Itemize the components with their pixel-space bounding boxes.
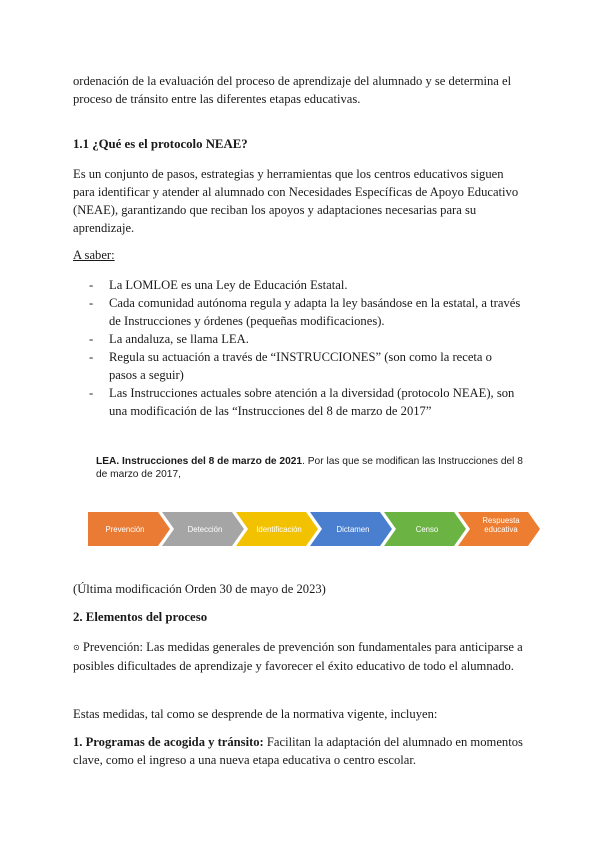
process-figure [88, 455, 548, 555]
prevencion-paragraph [73, 638, 523, 675]
figure-caption [96, 455, 526, 481]
dash-marker: - [89, 332, 94, 346]
process-step-label: Detección [187, 525, 223, 534]
list-item-text: Las Instrucciones actuales sobre atención a la diversidad (protocolo NEAE), son una modificación de las “Instrucciones del 8 de marzo de 2017” [109, 386, 515, 418]
process-step-label: Identificación [256, 525, 302, 534]
list-item [73, 276, 523, 294]
process-step-label: Prevención [105, 525, 145, 534]
dash-marker: - [89, 296, 94, 310]
dash-marker: - [89, 350, 94, 364]
section-2-heading: 2. Elementos del proceso [73, 610, 208, 624]
figure-caption-bold: LEA. Instrucciones del 8 de marzo de 2021 [96, 456, 303, 467]
list-item-text: La LOMLOE es una Ley de Educación Estatal. [109, 278, 348, 292]
process-step-label: Respuesta [482, 516, 520, 525]
bullet-icon: ⊙ [73, 643, 80, 652]
dash-marker: - [89, 278, 94, 292]
process-step-label: Censo [415, 525, 439, 534]
list-item [73, 348, 523, 384]
dash-marker: - [89, 386, 94, 400]
list-item-text: Cada comunidad autónoma regula y adapta la ley basándose en la estatal, a través de Instrucciones y órdenes (pequeñas modificaciones). [109, 296, 521, 328]
list-item-text: Regula su actuación a través de “INSTRUCCIONES” (son como la receta o pasos a seguir) [109, 350, 492, 382]
process-flow-diagram [88, 512, 548, 546]
list-item [73, 384, 523, 420]
prevencion-text: Prevención: Las medidas generales de prevención son fundamentales para anticiparse a posibles dificultades de aprendizaje y favorecer el éxito educativo de todo el alumnado. [73, 640, 523, 673]
section-1-1-heading: 1.1 ¿Qué es el protocolo NEAE? [73, 137, 248, 151]
list-item [73, 294, 523, 330]
a-saber-label: A saber: [73, 248, 115, 262]
programas-text: Facilitan la adaptación del alumnado en momentos clave, como el ingreso a una nueva etapa educativa o centro escolar. [73, 735, 523, 767]
law-bullet-list [73, 276, 523, 420]
intro-continuation: ordenación de la evaluación del proceso de aprendizaje del alumnado y se determina el proceso de tránsito entre las diferentes etapas educativas. [73, 74, 512, 106]
figure-caption-rest: . Por las que se modifican las Instrucciones del 8 de marzo de 2017, [96, 456, 523, 480]
last-modification-note: (Última modificación Orden 30 de mayo de 2023) [73, 582, 326, 596]
neae-definition-paragraph: Es un conjunto de pasos, estrategias y herramientas que los centros educativos siguen para identificar y atender al alumnado con Necesidades Específicas de Apoyo Educativo (NEAE), garantizando que reciban los apoyos y adaptaciones necesarias para su aprendizaje. [73, 167, 519, 235]
list-item-text: La andaluza, se llama LEA. [109, 332, 249, 346]
list-item [73, 330, 523, 348]
programas-title: 1. Programas de acogida y tránsito: [73, 735, 264, 749]
programas-paragraph [73, 733, 523, 769]
medidas-paragraph: Estas medidas, tal como se desprende de la normativa vigente, incluyen: [73, 707, 438, 721]
process-step-label: Dictamen [336, 525, 370, 534]
process-step-label: educativa [484, 525, 518, 534]
process-flow [88, 512, 548, 546]
